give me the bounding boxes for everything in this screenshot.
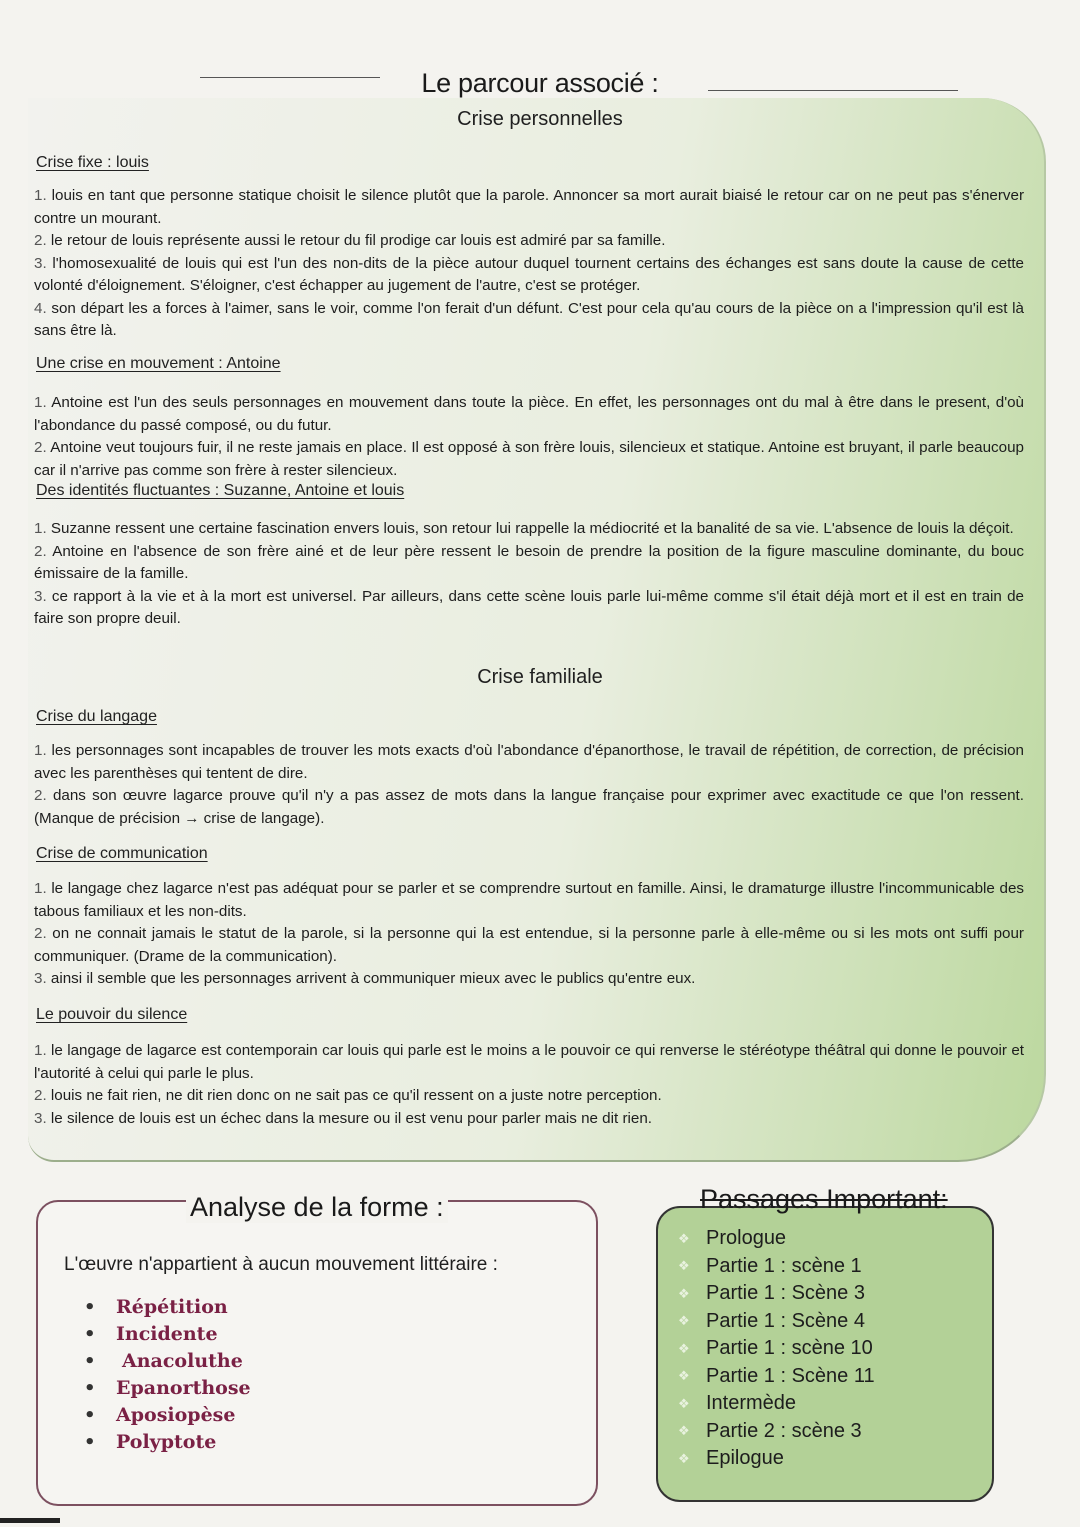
diamond-bullet-icon: ❖ (678, 1230, 690, 1246)
item-text: le retour de louis représente aussi le retour du fil prodige car louis est admiré par sa famille. (50, 232, 666, 249)
item-text: on ne connait jamais le statut de la parole, si la personne qui la est entendue, si la personne parle à elle-même ou si les mots ont suffi pour communiquer. (Drame de la communication). (34, 925, 1024, 965)
item-text: les personnages sont incapables de trouver les mots exacts d'où l'abondance d'épanorthose, le travail de répétition, de correction, de précision avec les parenthèses qui tentent de dire. (34, 742, 1024, 782)
item-number: 2. (34, 439, 47, 456)
block-pouvoir-silence (34, 1040, 1024, 1130)
item-number: 2. (34, 925, 47, 942)
heading-crise-communication: Crise de communication (36, 845, 208, 862)
heading-crise-langage: Crise du langage (36, 708, 157, 725)
item-text: ainsi il semble que les personnages arrivent à communiquer mieux avec le publics qu'entre eux. (50, 970, 696, 987)
list-item (678, 1390, 875, 1418)
list-item: • Anacoluthe (84, 1348, 251, 1375)
analyse-forme-title: Analyse de la forme : (186, 1192, 448, 1223)
page-title: Le parcour associé : (421, 68, 659, 98)
paragraph-item (34, 785, 1024, 830)
item-text: l'homosexualité de louis qui est l'un des non-dits de la pièce autour duquel tournent certains des échanges est sans doute la cause de cette volonté d'éloignement. S'éloigner, c'est échapper au jugement de l'autre, c'est se protéger. (34, 254, 1024, 294)
paragraph-item (34, 968, 1024, 991)
figures-list (84, 1294, 251, 1456)
paragraph-item (34, 298, 1024, 343)
passage-label: Prologue (706, 1227, 787, 1249)
diamond-bullet-icon: ❖ (678, 1368, 690, 1384)
block-crise-communication (34, 878, 1024, 991)
item-number: 2. (34, 1087, 47, 1104)
item-text: Antoine est l'un des seuls personnages en mouvement dans toute la pièce. En effet, les personnages ont du mal à être dans le present, d'où l'abondance du passé composé, ou du futur. (34, 394, 1024, 434)
item-text: ce rapport à la vie et à la mort est universel. Par ailleurs, dans cette scène louis parle lui-même comme s'il était déjà mort et il est en train de faire son propre deuil. (34, 587, 1024, 627)
passages-title: Passages Important: (700, 1184, 948, 1214)
paragraph-item (34, 923, 1024, 968)
list-item (678, 1280, 875, 1308)
passage-label: Partie 1 : Scène 3 (706, 1282, 865, 1304)
item-number: 1. (34, 187, 47, 204)
list-item (678, 1445, 875, 1473)
paragraph-item (34, 437, 1024, 482)
item-text: Antoine en l'absence de son frère ainé et de leur père ressent le besoin de prendre la position de la figure masculine dominante, du bouc émissaire de la famille. (34, 542, 1024, 582)
list-item: • Répétition (84, 1294, 251, 1321)
paragraph-item (34, 1108, 1024, 1131)
section-title-familiale: Crise familiale (477, 666, 603, 688)
item-text: Antoine veut toujours fuir, il ne reste jamais en place. Il est opposé à son frère louis, silencieux et statique. Antoine est bruyant, il parle beaucoup car il n'arrive pas comme son frère à rester silencieux. (34, 439, 1024, 479)
diamond-bullet-icon: ❖ (678, 1395, 690, 1411)
item-number: 1. (34, 1042, 47, 1059)
item-number: 2. (34, 542, 47, 560)
item-text: Suzanne ressent une certaine fascination envers louis, son retour lui rappelle la médiocrité et la banalité de sa vie. L'absence de louis la déçoit. (50, 520, 1014, 537)
analyse-forme-intro: L'œuvre n'appartient à aucun mouvement littéraire : (64, 1254, 498, 1275)
item-text: louis ne fait rien, ne dit rien donc on ne sait pas ce qu'il ressent on a juste notre perception. (50, 1087, 662, 1104)
passage-label: Partie 1 : scène 1 (706, 1254, 862, 1277)
passage-label: Partie 1 : Scène 11 (706, 1364, 875, 1387)
passage-label: Partie 1 : Scène 4 (706, 1309, 865, 1332)
heading-identites: Des identités fluctuantes : Suzanne, Antoine et louis (36, 482, 405, 499)
bottom-rule (0, 1518, 60, 1523)
list-item (678, 1253, 875, 1281)
passage-label: Partie 1 : scène 10 (706, 1337, 873, 1359)
item-number: 3. (34, 970, 47, 987)
list-item (678, 1335, 875, 1363)
heading-crise-fixe: Crise fixe : louis (36, 154, 149, 171)
paragraph-item (34, 253, 1024, 298)
diamond-bullet-icon: ❖ (678, 1258, 690, 1274)
section-title-personnelles: Crise personnelles (457, 108, 623, 130)
item-text: louis en tant que personne statique choisit le silence plutôt que la parole. Annoncer sa mort aurait biaisé le retour car on ne peut pas s'énerver contre un mourant. (34, 187, 1024, 227)
list-item: • Epanorthose (84, 1375, 251, 1402)
item-number: 2. (34, 232, 47, 249)
passage-label: Intermède (706, 1392, 797, 1414)
block-crise-langage (34, 740, 1024, 830)
item-text: le langage de lagarce est contemporain car louis qui parle est le moins a le pouvoir ce qui renverse le stéréotype théâtral qui donne le pouvoir et l'autorité à celui qui parle le plus. (34, 1042, 1024, 1082)
diamond-bullet-icon: ❖ (678, 1450, 690, 1466)
item-text: dans son œuvre lagarce prouve qu'il n'y a pas assez de mots dans la langue française pour exprimer avec exactitude ce que l'on ressent. (Manque de précision → crise de langage). (34, 787, 1024, 827)
list-item (678, 1418, 875, 1446)
item-number: 1. (34, 742, 47, 759)
paragraph-item (34, 230, 1024, 253)
paragraph-item (34, 518, 1024, 541)
item-text: le silence de louis est un échec dans la mesure ou il est venu pour parler mais ne dit rien. (50, 1109, 652, 1127)
item-number: 1. (34, 394, 47, 411)
item-text: le langage chez lagarce n'est pas adéquat pour se parler et se comprendre surtout en famille. Ainsi, le dramaturge illustre l'incommunicable des tabous familiaux et les non-dits. (34, 880, 1024, 920)
paragraph-item (34, 185, 1024, 230)
list-item (678, 1363, 875, 1391)
item-number: 3. (34, 587, 47, 605)
paragraph-item (34, 878, 1024, 923)
block-identites (34, 518, 1024, 631)
item-number: 2. (34, 787, 47, 804)
list-item (678, 1225, 875, 1253)
list-item: • Incidente (84, 1321, 251, 1348)
heading-pouvoir-silence: Le pouvoir du silence (36, 1006, 188, 1023)
passage-label: Epilogue (706, 1447, 784, 1469)
paragraph-item (34, 586, 1024, 631)
item-number: 1. (34, 880, 47, 897)
item-number: 4. (34, 299, 47, 317)
block-crise-mouvement (34, 392, 1024, 482)
diamond-bullet-icon: ❖ (678, 1423, 690, 1439)
list-item: • Polyptote (84, 1429, 251, 1456)
list-item: • Aposiopèse (84, 1402, 251, 1429)
diamond-bullet-icon: ❖ (678, 1285, 690, 1301)
diamond-bullet-icon: ❖ (678, 1340, 690, 1356)
paragraph-item (34, 541, 1024, 586)
passage-label: Partie 2 : scène 3 (706, 1419, 862, 1442)
paragraph-item (34, 1085, 1024, 1108)
item-number: 1. (34, 520, 47, 537)
item-text: son départ les a forces à l'aimer, sans le voir, comme l'on ferait d'un défunt. C'est pour cela qu'au cours de la pièce on a l'impression qu'il est là sans être là. (34, 299, 1024, 339)
block-crise-fixe (34, 185, 1024, 343)
diamond-bullet-icon: ❖ (678, 1313, 690, 1329)
list-item (678, 1308, 875, 1336)
paragraph-item (34, 392, 1024, 437)
paragraph-item (34, 1040, 1024, 1085)
paragraph-item (34, 740, 1024, 785)
heading-crise-mouvement: Une crise en mouvement : Antoine (36, 355, 281, 372)
item-number: 3. (34, 254, 47, 272)
passages-list (678, 1225, 875, 1473)
item-number: 3. (34, 1109, 47, 1127)
